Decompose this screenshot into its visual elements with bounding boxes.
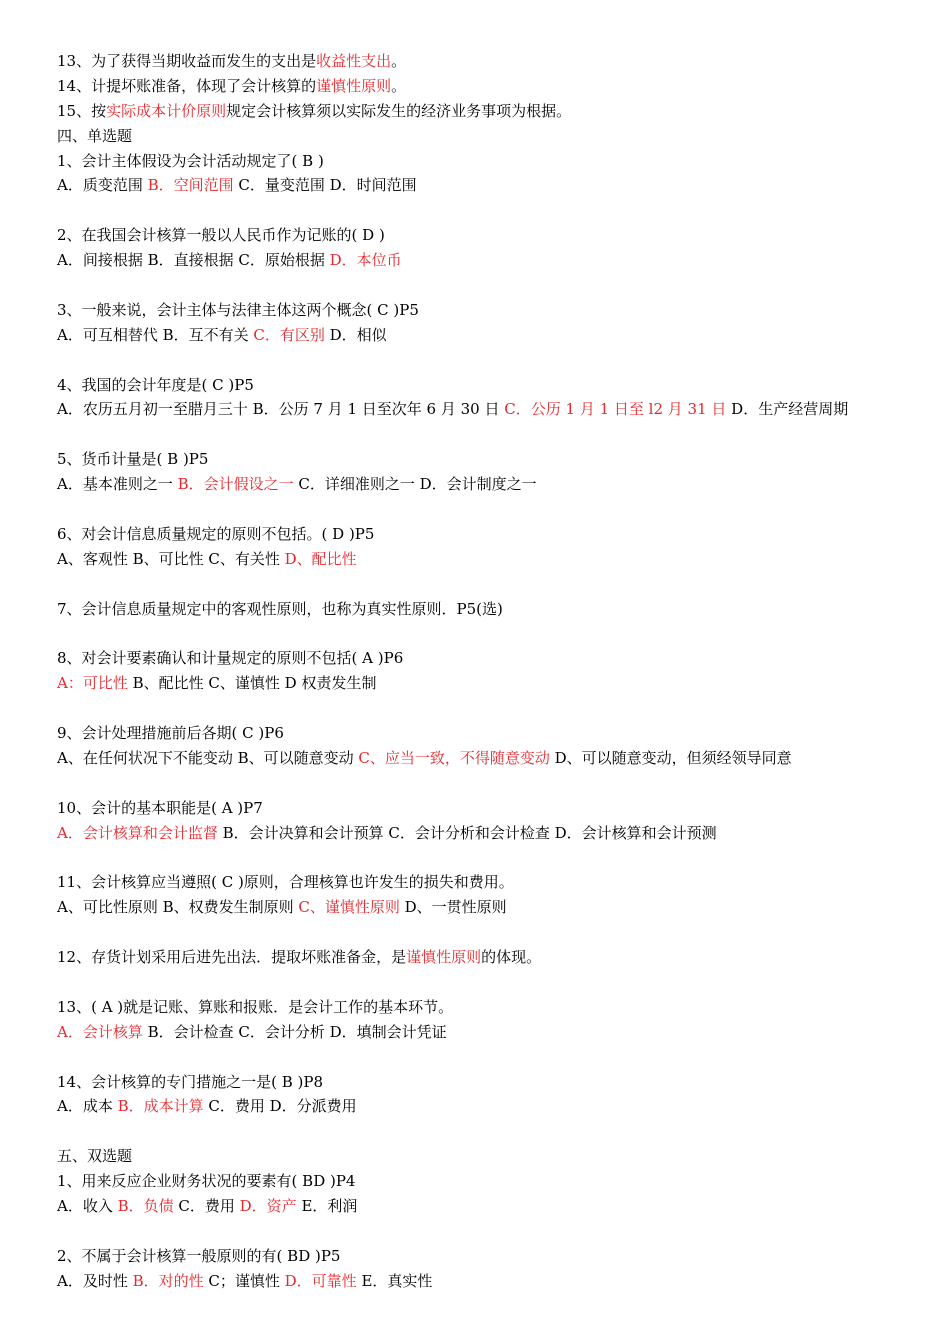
text-segment: 11、会计核算应当遵照( C )原则，合理核算也许发生的损失和费用。 — [57, 873, 514, 892]
answer-highlight: A．会计核算 — [57, 1022, 143, 1041]
answer-highlight: B．对的性 — [132, 1271, 204, 1290]
answer-highlight: 谨慎性原则 — [316, 76, 392, 95]
blank-line — [57, 422, 937, 447]
text-segment: 14、会计核算的专门措施之一是( B )P8 — [57, 1072, 323, 1091]
text-segment: A．质变范围 — [57, 176, 148, 195]
text-segment: 14、计提坏账准备，体现了会计核算的 — [57, 76, 317, 95]
text-segment: 3、一般来说，会计主体与法律主体这两个概念( C )P5 — [57, 300, 419, 319]
text-segment: A．收入 — [57, 1196, 118, 1215]
text-segment: 15、按 — [57, 101, 107, 120]
answer-highlight: D．本位币 — [329, 251, 402, 270]
answer-highlight: D．可靠性 — [284, 1271, 357, 1290]
question-line — [57, 522, 937, 547]
double-choice-heading: 五、双选题 — [57, 1147, 133, 1166]
text-segment: 2、在我国会计核算一般以人民币作为记账的( D ) — [57, 226, 385, 245]
question-line — [57, 223, 937, 248]
fill-in-item — [57, 99, 937, 124]
blank-line — [57, 970, 937, 995]
single-choice-section — [57, 149, 937, 1120]
answer-highlight: C．有区别 — [253, 325, 325, 344]
text-segment: D．生产经营周期 — [726, 400, 849, 419]
question-line — [57, 1169, 937, 1194]
answer-highlight: B．成本计算 — [117, 1097, 204, 1116]
single-choice-heading: 四、单选题 — [57, 126, 133, 145]
text-segment: A．农历五月初一至腊月三十 B．公历 7 月 1 日至次年 6 月 30 日 — [57, 400, 505, 419]
text-segment: 6、对会计信息质量规定的原则不包括。( D )P5 — [57, 524, 375, 543]
text-segment: 9、会计处理措施前后各期( C )P6 — [57, 724, 284, 743]
answer-highlight: B．会计假设之一 — [177, 475, 294, 494]
options-line — [57, 173, 937, 198]
answer-highlight: C、应当一致，不得随意变动 — [358, 748, 550, 767]
blank-line — [57, 920, 937, 945]
blank-line — [57, 621, 937, 646]
answer-highlight: 谨慎性原则 — [406, 948, 482, 967]
answer-highlight: C．公历 1 月 1 日至 l2 月 31 日 — [504, 400, 727, 419]
options-line — [57, 547, 937, 572]
options-line — [57, 895, 937, 920]
text-segment: A．可互相替代 B．互不有关 — [57, 325, 254, 344]
answer-highlight: 实际成本计价原则 — [106, 101, 227, 120]
options-line — [57, 1269, 937, 1294]
question-line — [57, 796, 937, 821]
options-line — [57, 248, 937, 273]
text-segment: A．间接根据 B．直接根据 C．原始根据 — [57, 251, 330, 270]
text-segment: 10、会计的基本职能是( A )P7 — [57, 798, 263, 817]
text-segment: D．相似 — [324, 325, 387, 344]
text-segment: B．会计检查 C．会计分析 D．填制会计凭证 — [142, 1022, 447, 1041]
blank-line — [57, 497, 937, 522]
question-line — [57, 870, 937, 895]
options-line — [57, 1020, 937, 1045]
text-segment: D、可以随意变动，但须经领导同意 — [549, 748, 792, 767]
text-segment: 13、( A )就是记账、算账和报账．是会计工作的基本环节。 — [57, 997, 454, 1016]
question-line — [57, 597, 937, 622]
text-segment: 1、会计主体假设为会计活动规定了( B ) — [57, 151, 324, 170]
blank-line — [57, 198, 937, 223]
text-segment: C．费用 — [173, 1196, 240, 1215]
question-line — [57, 447, 937, 472]
double-choice-section — [57, 1169, 937, 1293]
options-line — [57, 397, 937, 422]
text-segment: A、可比性原则 B、权费发生制原则 — [57, 898, 299, 917]
text-segment: D、一贯性原则 — [399, 898, 507, 917]
fill-in-item — [57, 74, 937, 99]
text-segment: E．利润 — [296, 1196, 358, 1215]
text-segment: 5、货币计量是( B )P5 — [57, 450, 209, 469]
question-line — [57, 1244, 937, 1269]
blank-line — [57, 846, 937, 871]
answer-highlight: 收益性支出 — [316, 52, 392, 70]
options-line — [57, 1194, 937, 1219]
blank-line — [57, 1045, 937, 1070]
text-segment: A．及时性 — [57, 1271, 133, 1290]
question-line — [57, 721, 937, 746]
text-segment: 12、存货计划采用后进先出法．提取坏账准备金，是 — [57, 948, 407, 967]
text-segment: 8、对会计要素确认和计量规定的原则不包括( A )P6 — [57, 649, 404, 668]
text-segment: 13、为了获得当期收益而发生的支出是 — [57, 52, 317, 70]
section-spacer — [57, 1119, 937, 1144]
question-line — [57, 373, 937, 398]
text-segment: 4、我国的会计年度是( C )P5 — [57, 375, 254, 394]
text-segment: C；谨慎性 — [203, 1271, 285, 1290]
answer-highlight: B．负债 — [117, 1196, 174, 1215]
question-line — [57, 149, 937, 174]
text-segment: 2、不属于会计核算一般原则的有( BD )P5 — [57, 1246, 341, 1265]
question-line — [57, 995, 937, 1020]
blank-line — [57, 273, 937, 298]
answer-highlight: A：可比性 — [57, 674, 128, 693]
options-line — [57, 671, 937, 696]
question-line — [57, 945, 937, 970]
answer-highlight: B．空间范围 — [147, 176, 234, 195]
text-segment: A．基本准则之一 — [57, 475, 178, 494]
answer-highlight: D、配比性 — [284, 549, 357, 568]
blank-line — [57, 1219, 937, 1244]
question-line — [57, 298, 937, 323]
options-line — [57, 323, 937, 348]
blank-line — [57, 771, 937, 796]
options-line — [57, 746, 937, 771]
answer-highlight: D．资产 — [239, 1196, 297, 1215]
options-line — [57, 821, 937, 846]
text-segment: 7、会计信息质量规定中的客观性原则，也称为真实性原则．P5(选) — [57, 599, 503, 618]
question-line — [57, 1070, 937, 1095]
answer-highlight: C、谨慎性原则 — [298, 898, 400, 917]
text-segment: A．成本 — [57, 1097, 118, 1116]
text-segment: C．量变范围 D．时间范围 — [233, 176, 417, 195]
text-segment: 。 — [391, 76, 407, 95]
text-segment: A、客观性 B、可比性 C、有关性 — [57, 549, 285, 568]
blank-line — [57, 348, 937, 373]
text-segment: A、在任何状况下不能变动 B、可以随意变动 — [57, 748, 359, 767]
text-segment: C．费用 D．分派费用 — [203, 1097, 357, 1116]
text-segment: 的体现。 — [481, 948, 542, 967]
question-line — [57, 646, 937, 671]
text-segment: B．会计决算和会计预算 C．会计分析和会计检查 D．会计核算和会计预测 — [217, 823, 717, 842]
options-line — [57, 472, 937, 497]
text-segment: B、配比性 C、谨慎性 D 权责发生制 — [127, 674, 377, 693]
text-segment: C．详细准则之一 D．会计制度之一 — [293, 475, 537, 494]
answer-highlight: A．会计核算和会计监督 — [57, 823, 218, 842]
text-segment: 。 — [391, 52, 407, 70]
fill-in-item — [57, 49, 937, 74]
fill-in-section — [57, 49, 937, 124]
document-page — [57, 49, 937, 1294]
options-line — [57, 1094, 937, 1119]
text-segment: E．真实性 — [356, 1271, 433, 1290]
blank-line — [57, 696, 937, 721]
text-segment: 1、用来反应企业财务状况的要素有( BD )P4 — [57, 1172, 356, 1191]
blank-line — [57, 572, 937, 597]
text-segment: 规定会计核算须以实际发生的经济业务事项为根据。 — [226, 101, 572, 120]
